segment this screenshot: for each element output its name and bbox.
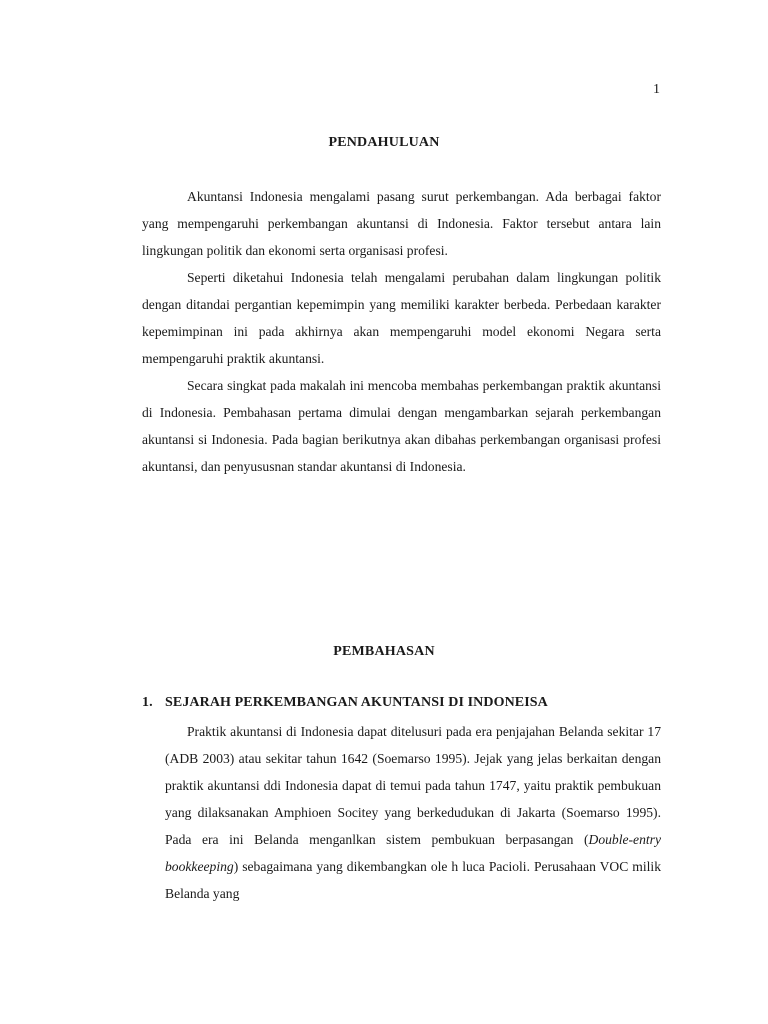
section-paragraph-part1: Praktik akuntansi di Indonesia dapat ditelusuri pada era penjajahan Belanda sekitar 17 (ADB 2003) atau sekitar tahun 1642 (Soemarso 1995). Jejak yang jelas berkaitan dengan praktik akuntansi ddi Indonesia dapat di temui pada tahun 1747, yaitu praktik pembukuan yang dilaksanakan Amphioen Socitey yang berkedudukan di Jakarta (Soemarso 1995). Pada era ini Belanda menganlkan sistem pembukuan berpasangan ( xyxy=(165,724,661,847)
intro-heading: PENDAHULUAN xyxy=(328,135,440,150)
section-title xyxy=(142,695,548,711)
section-paragraph-part2: ) sebagaimana yang dikembangkan ole h luca Pacioli. Perusahaan VOC milik Belanda yang xyxy=(165,859,661,901)
discussion-heading: PEMBAHASAN xyxy=(333,644,435,659)
section-body xyxy=(165,718,661,907)
intro-paragraph: Secara singkat pada makalah ini mencoba membahas perkembangan praktik akuntansi di Indonesia. Pembahasan pertama dimulai dengan mengambarkan sejarah perkembangan akuntansi si Indonesia. Pada bagian berikutnya akan dibahas perkembangan organisasi profesi akuntansi, dan penyususnan standar akuntansi di Indonesia. xyxy=(142,378,661,474)
intro-body xyxy=(142,183,661,480)
intro-paragraph: Akuntansi Indonesia mengalami pasang surut perkembangan. Ada berbagai faktor yang mempengaruhi perkembangan akuntansi di Indonesia. Faktor tersebut antara lain lingkungan politik dan ekonomi serta organisasi profesi. xyxy=(142,189,661,258)
section-title-text: SEJARAH PERKEMBANGAN AKUNTANSI DI INDONEISA xyxy=(165,695,548,710)
intro-paragraph: Seperti diketahui Indonesia telah mengalami perubahan dalam lingkungan politik dengan ditandai pergantian kepemimpin yang memiliki karakter berbeda. Perbedaan karakter kepemimpinan ini pada akhirnya akan mempengaruhi model ekonomi Negara serta mempengaruhi praktik akuntansi. xyxy=(142,270,661,366)
section-paragraph-italic: Double-entry bookkeeping xyxy=(165,832,661,874)
section-paragraph xyxy=(165,718,661,907)
section-number: 1. xyxy=(142,695,153,710)
page-number: 1 xyxy=(653,82,660,97)
